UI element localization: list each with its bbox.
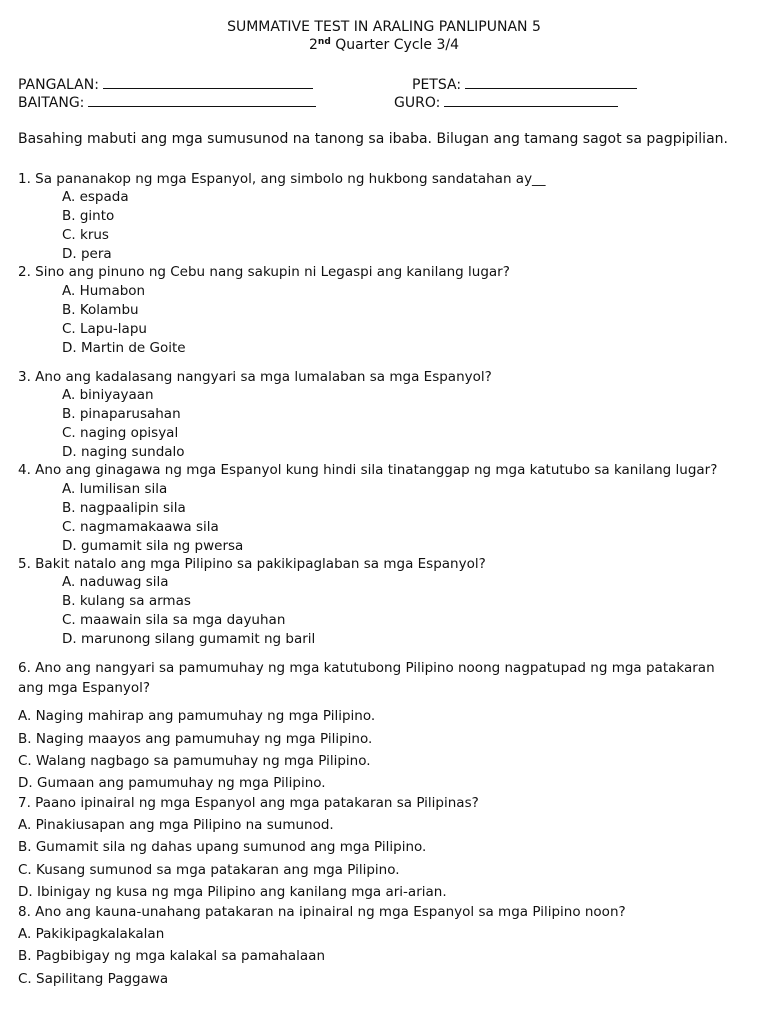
question-7: 7. Paano ipinairal ng mga Espanyol ang mga patakaran sa Pilipinas?: [18, 795, 479, 811]
q4-option-a[interactable]: A. lumilisan sila: [62, 481, 168, 497]
q6-option-c[interactable]: C. Walang nagbago sa pamumuhay ng mga Pilipino.: [18, 753, 371, 769]
q4-option-d[interactable]: D. gumamit sila ng pwersa: [62, 538, 244, 554]
question-6: 6. Ano ang nangyari sa pamumuhay ng mga katutubong Pilipino noong nagpatupad ng mga patakaran ang mga Espanyol?: [18, 660, 715, 696]
baitang-label: BAITANG:: [18, 95, 85, 111]
q4-option-b[interactable]: B. nagpaalipin sila: [62, 500, 186, 516]
q1-option-d[interactable]: D. pera: [62, 246, 112, 262]
q2-option-d[interactable]: D. Martin de Goite: [62, 340, 186, 356]
q6-option-d[interactable]: D. Gumaan ang pamumuhay ng mga Pilipino.: [18, 775, 326, 791]
q1-option-b[interactable]: B. ginto: [62, 208, 115, 224]
guro-label: GURO:: [394, 95, 441, 111]
petsa-field: [412, 76, 637, 93]
pangalan-label: PANGALAN:: [18, 77, 99, 93]
q7-option-d[interactable]: D. Ibinigay ng kusa ng mga Pilipino ang kanilang mga ari-arian.: [18, 884, 447, 900]
q4-option-c[interactable]: C. nagmamakaawa sila: [62, 519, 219, 535]
question-8: 8. Ano ang kauna-unahang patakaran na ipinairal ng mga Espanyol sa mga Pilipino noon?: [18, 904, 626, 920]
q6-option-a[interactable]: A. Naging mahirap ang pamumuhay ng mga Pilipino.: [18, 708, 376, 724]
q3-option-b[interactable]: B. pinaparusahan: [62, 406, 181, 422]
instructions: Basahing mabuti ang mga sumusunod na tanong sa ibaba. Bilugan ang tamang sagot sa pagpipilian.: [18, 131, 728, 147]
guro-blank[interactable]: [444, 94, 618, 107]
q7-option-a[interactable]: A. Pinakiusapan ang mga Pilipino na sumunod.: [18, 817, 334, 833]
q2-option-c[interactable]: C. Lapu-lapu: [62, 321, 147, 337]
petsa-blank[interactable]: [465, 76, 637, 89]
question-5: 5. Bakit natalo ang mga Pilipino sa pakikipaglaban sa mga Espanyol?: [18, 556, 486, 572]
q2-option-b[interactable]: B. Kolambu: [62, 302, 139, 318]
q1-option-a[interactable]: A. espada: [62, 189, 129, 205]
test-title: SUMMATIVE TEST IN ARALING PANLIPUNAN 5: [227, 19, 541, 35]
question-1: 1. Sa pananakop ng mga Espanyol, ang simbolo ng hukbong sandatahan ay__: [18, 171, 546, 187]
pangalan-blank[interactable]: [103, 76, 313, 89]
petsa-label: PETSA:: [412, 77, 462, 93]
question-2: 2. Sino ang pinuno ng Cebu nang sakupin ni Legaspi ang kanilang lugar?: [18, 264, 510, 280]
question-4: 4. Ano ang ginagawa ng mga Espanyol kung hindi sila tinatanggap ng mga katutubo sa kanilang lugar?: [18, 462, 718, 478]
q3-option-c[interactable]: C. naging opisyal: [62, 425, 179, 441]
q8-option-b[interactable]: B. Pagbibigay ng mga kalakal sa pamahalaan: [18, 948, 325, 964]
q5-option-a[interactable]: A. naduwag sila: [62, 574, 169, 590]
quarter-cycle-label: Quarter Cycle 3/4: [330, 37, 459, 53]
test-subtitle: [0, 37, 768, 53]
q7-option-b[interactable]: B. Gumamit sila ng dahas upang sumunod ang mga Pilipino.: [18, 839, 427, 855]
q5-option-c[interactable]: C. maawain sila sa mga dayuhan: [62, 612, 286, 628]
baitang-blank[interactable]: [88, 94, 316, 107]
baitang-field: [18, 94, 316, 111]
q5-option-b[interactable]: B. kulang sa armas: [62, 593, 191, 609]
q6-option-b[interactable]: B. Naging maayos ang pamumuhay ng mga Pilipino.: [18, 731, 373, 747]
q7-option-c[interactable]: C. Kusang sumunod sa mga patakaran ang mga Pilipino.: [18, 862, 400, 878]
guro-field: [394, 94, 618, 111]
pangalan-field: [18, 76, 313, 93]
q3-option-d[interactable]: D. naging sundalo: [62, 444, 185, 460]
quarter-number: 2: [308, 37, 318, 53]
quarter-ordinal-suffix: nd: [317, 37, 331, 47]
q3-option-a[interactable]: A. biniyayaan: [62, 387, 154, 403]
question-3: 3. Ano ang kadalasang nangyari sa mga lumalaban sa mga Espanyol?: [18, 369, 492, 385]
q2-option-a[interactable]: A. Humabon: [62, 283, 146, 299]
q5-option-d[interactable]: D. marunong silang gumamit ng baril: [62, 631, 316, 647]
q8-option-a[interactable]: A. Pakikipagkalakalan: [18, 926, 165, 942]
q1-option-c[interactable]: C. krus: [62, 227, 109, 243]
q8-option-c[interactable]: C. Sapilitang Paggawa: [18, 971, 169, 987]
